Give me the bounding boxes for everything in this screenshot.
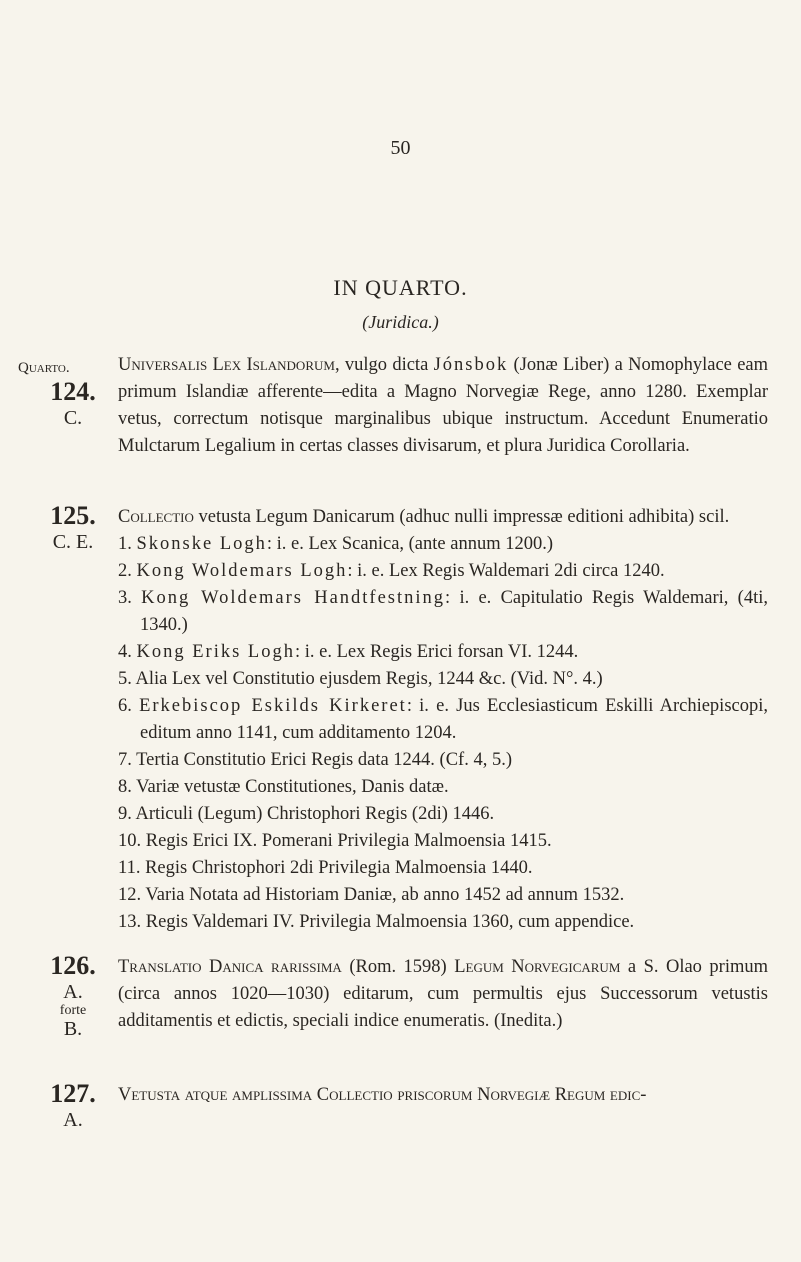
- section-subheading: (Juridica.): [362, 312, 439, 332]
- list-item-text: Regis Erici IX. Pomerani Privilegia Malmoensia 1415.: [145, 831, 552, 851]
- entry-127-text: [118, 1082, 768, 1109]
- entry-124-text: [118, 352, 768, 460]
- entry-number: 124.: [50, 377, 96, 406]
- list-item: [118, 666, 768, 693]
- list-item: [118, 909, 768, 936]
- list-item-text: : i. e. Lex Regis Waldemari 2di circa 1240.: [347, 561, 665, 581]
- entry-lead: Universalis Lex Islandorum,: [118, 355, 340, 375]
- entry-125-text: [118, 504, 768, 936]
- list-item-number: 7.: [118, 750, 132, 770]
- list-item-number: 3.: [118, 588, 132, 608]
- list-item-text: Articuli (Legum) Christophori Regis (2di) 1446.: [135, 804, 495, 824]
- list-item-number: 11.: [118, 858, 141, 878]
- entry-126-margin: [32, 952, 114, 1040]
- section-heading: IN QUARTO.: [333, 275, 468, 300]
- entry-number: 127.: [50, 1079, 96, 1108]
- entry-number: 125.: [50, 501, 96, 530]
- list-item-text: Variæ vetustæ Constitutiones, Danis datæ.: [136, 777, 449, 797]
- list-item: [118, 882, 768, 909]
- list-item-spaced-title: Skonske Logh: [136, 534, 267, 554]
- list-item-spaced-title: Erkebiscop Eskilds Kirkeret: [139, 696, 407, 716]
- list-item-text: Tertia Constitutio Erici Regis data 1244. (Cf. 4, 5.): [136, 750, 513, 770]
- contents-list: [118, 531, 768, 936]
- list-item: [118, 639, 768, 666]
- entry-lead: Collectio: [118, 507, 194, 527]
- list-item-text: : i. e. Capitulatio Regis Waldemari, (4ti, 1340.): [140, 588, 768, 635]
- entry-shelf-note: C.: [63, 406, 83, 429]
- list-item: [118, 558, 768, 585]
- entry-text: vetusta Legum Danicarum (adhuc nulli impressæ editioni adhibita) scil.: [193, 507, 730, 527]
- entry-124-margin-number: [32, 378, 114, 429]
- list-item-number: 13.: [118, 912, 142, 932]
- entry-number: 126.: [50, 951, 96, 980]
- list-item-number: 4.: [118, 642, 132, 662]
- entry-shelf-qualifier: forte: [59, 1002, 87, 1018]
- entry-spaced-title: Jónsbok: [433, 355, 509, 375]
- list-item-spaced-title: Kong Woldemars Handtfestning: [141, 588, 446, 608]
- list-item: [118, 855, 768, 882]
- list-item-number: 10.: [118, 831, 142, 851]
- entry-lead: Translatio Danica rarissima: [118, 957, 342, 977]
- entry-shelf-note: A.: [63, 980, 83, 1003]
- list-item-number: 9.: [118, 804, 132, 824]
- list-item-text: Regis Valdemari IV. Privilegia Malmoensia 1360, cum appendice.: [145, 912, 635, 932]
- list-item-text: Alia Lex vel Constitutio ejusdem Regis, 1244 &c. (Vid. N°. 4.): [135, 669, 603, 689]
- list-item-spaced-title: Kong Eriks Logh: [136, 642, 295, 662]
- list-item-text: Varia Notata ad Historiam Daniæ, ab anno 1452 ad annum 1532.: [145, 885, 625, 905]
- quarto-label: Quarto.: [18, 360, 70, 376]
- entry-125-margin: [32, 502, 114, 553]
- list-item-number: 2.: [118, 561, 132, 581]
- list-item: [118, 801, 768, 828]
- entry-text: a S. Olao primum (circa annos 1020—1030) editarum, cum permultis ejus Successorum vetustis additamentis et edictis, speciali indice enumeratis. (Inedita.): [118, 957, 768, 1031]
- list-item: [118, 693, 768, 747]
- list-item-text: : i. e. Jus Ecclesiasticum Eskilli Archiepiscopi, editum anno 1141, cum additamento 1204.: [140, 696, 769, 743]
- list-item-spaced-title: Kong Woldemars Logh: [136, 561, 348, 581]
- entry-text: vulgo dicta: [339, 355, 434, 375]
- entry-lead: Vetusta atque amplissima Collectio priscorum Norvegiæ Regum edic-: [118, 1085, 647, 1105]
- list-item-number: 12.: [118, 885, 142, 905]
- list-item-number: 8.: [118, 777, 132, 797]
- list-item: [118, 828, 768, 855]
- entry-text: (Jonæ Liber) a Nomophylace eam primum Islandiæ afferente—edita a Magno Norvegiæ Rege, anno 1280. Exemplar vetus, correctum notisque marginalibus ubique instructum. Accedunt Enumeratio Mulctarum Legalium in certas classes divisarum, et plura Juridica Corollaria.: [118, 355, 769, 456]
- list-item-number: 5.: [118, 669, 132, 689]
- entry-lead-secondary: Legum Norvegicarum: [454, 957, 621, 977]
- list-item: [118, 585, 768, 639]
- list-item: [118, 774, 768, 801]
- entry-126-text: [118, 954, 768, 1035]
- list-item-number: 1.: [118, 534, 132, 554]
- list-item-number: 6.: [118, 696, 132, 716]
- list-item-text: : i. e. Lex Regis Erici forsan VI. 1244.: [294, 642, 579, 662]
- entry-text: (Rom. 1598): [341, 957, 455, 977]
- entry-shelf-note-alt: B.: [63, 1017, 83, 1040]
- entry-shelf-note: C. E.: [52, 530, 94, 553]
- page-number: 50: [390, 137, 411, 159]
- list-item-text: : i. e. Lex Scanica, (ante annum 1200.): [266, 534, 554, 554]
- list-item-text: Regis Christophori 2di Privilegia Malmoensia 1440.: [145, 858, 533, 878]
- entry-127-margin: [32, 1080, 114, 1131]
- list-item: [118, 531, 768, 558]
- entry-shelf-note: A.: [63, 1108, 83, 1131]
- list-item: [118, 747, 768, 774]
